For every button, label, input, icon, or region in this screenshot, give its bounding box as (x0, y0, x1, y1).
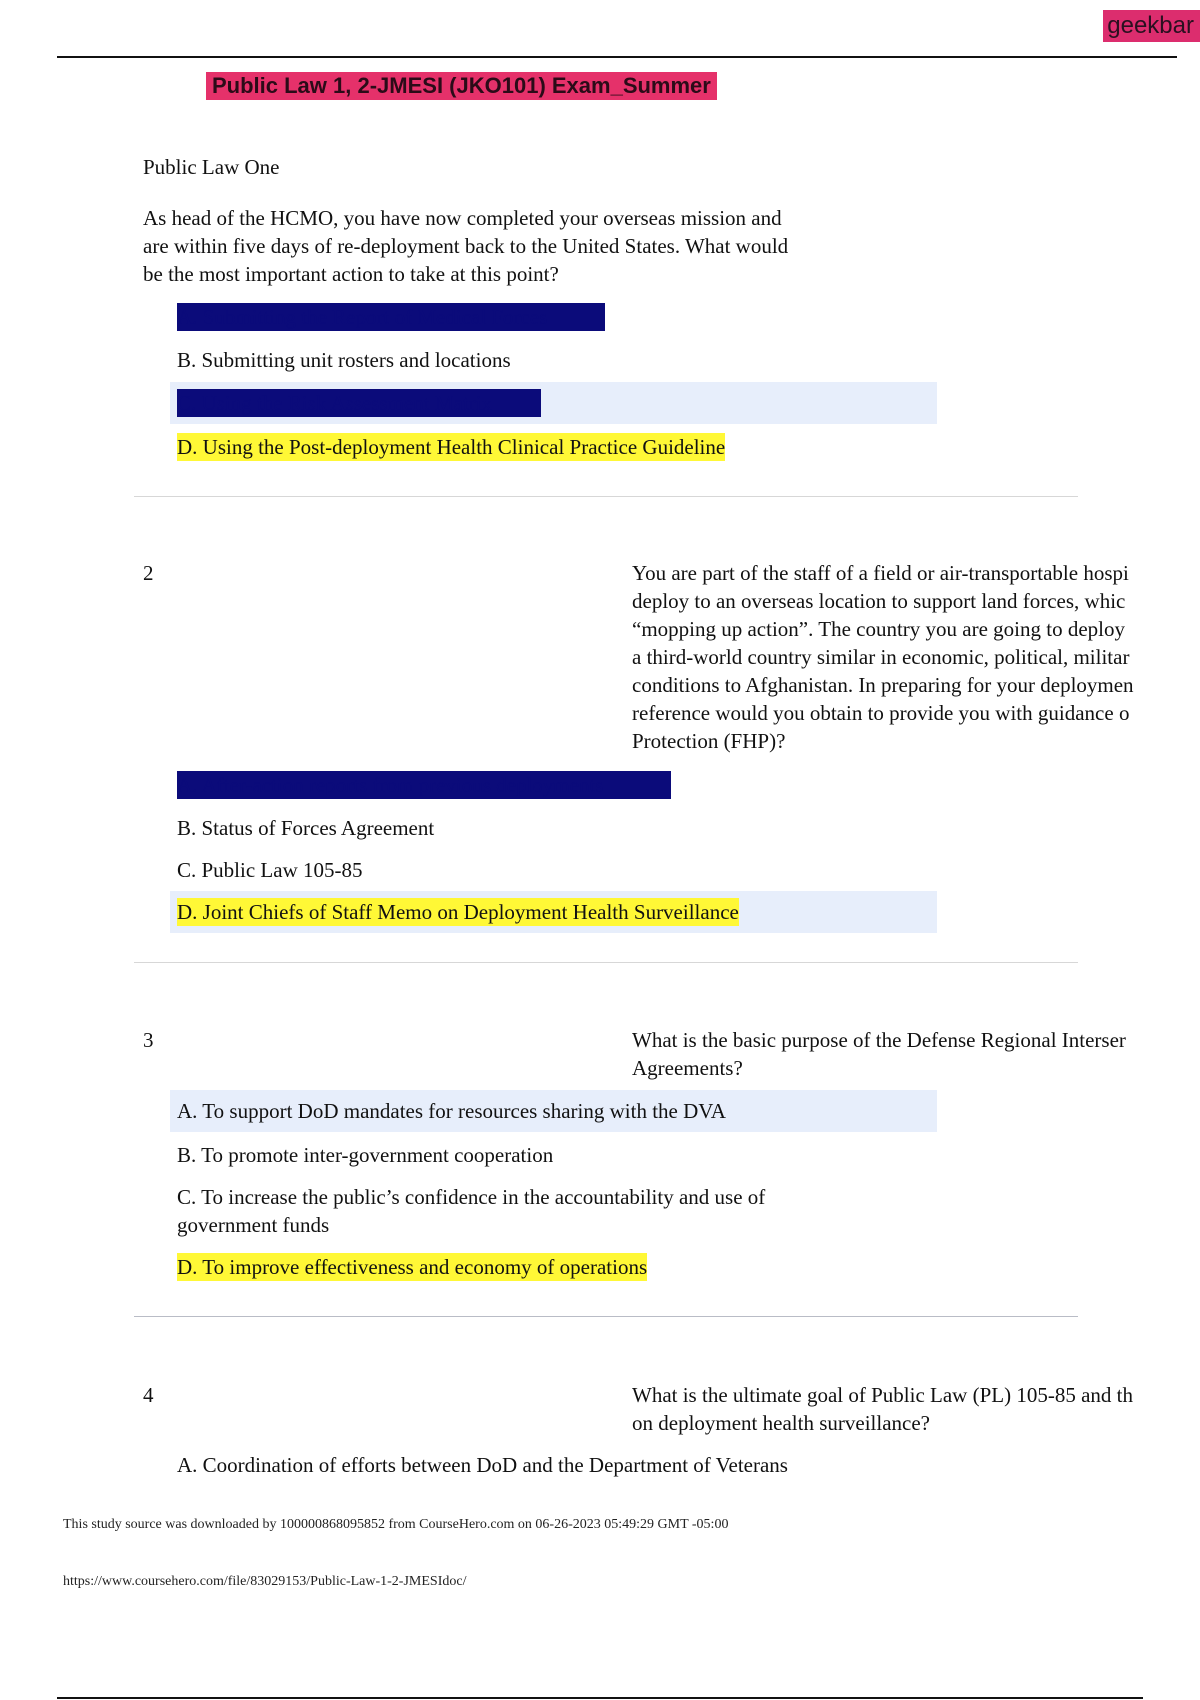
brand-tag: geekbar (1103, 10, 1200, 42)
question-number: 2 (143, 561, 154, 585)
answer-1d-highlighted: D. Using the Post-deployment Health Clinical Practice Guideline (177, 435, 726, 459)
question-separator (134, 1316, 1078, 1317)
question-text-line: You are part of the staff of a field or air-transportable hospi (632, 561, 1129, 585)
question-number: 4 (143, 1383, 154, 1407)
question-2-text (632, 559, 1200, 755)
answer-2d-highlighted: D. Joint Chiefs of Staff Memo on Deployment Health Surveillance (177, 900, 739, 924)
question-number: 3 (143, 1028, 154, 1052)
question-text-line: deploy to an overseas location to support land forces, whic (632, 589, 1126, 613)
header-rule (57, 56, 1177, 58)
answer-line: government funds (177, 1213, 330, 1237)
question-1-text (143, 204, 788, 288)
question-text-line: What is the basic purpose of the Defense Regional Interser (632, 1028, 1126, 1052)
question-text-line: What is the ultimate goal of Public Law (PL) 105-85 and th (632, 1383, 1133, 1407)
question-text-line: on deployment health surveillance? (632, 1411, 930, 1435)
answer-3c (177, 1183, 765, 1239)
question-text-line: Protection (FHP)? (632, 729, 786, 753)
answer-2c: C. Public Law 105-85 (177, 858, 363, 882)
answer-3d-highlighted: D. To improve effectiveness and economy of operations (177, 1255, 648, 1279)
question-text-line: reference would you obtain to provide you with guidance o (632, 701, 1130, 725)
download-note: This study source was downloaded by 100000868095852 from CourseHero.com on 06-26-2023 05:49:29 GMT -05:00 (63, 1517, 729, 1532)
answer-4a: A. Coordination of efforts between DoD and the Department of Veterans (177, 1453, 788, 1477)
answer-3b: B. To promote inter-government cooperation (177, 1143, 554, 1167)
question-4-text (632, 1381, 1200, 1437)
question-text-line: Agreements? (632, 1056, 743, 1080)
question-text-line: conditions to Afghanistan. In preparing for your deploymen (632, 673, 1134, 697)
answer-line: C. To increase the public’s confidence in the accountability and use of (177, 1185, 766, 1209)
answer-1c-redacted: C. Using the Risk Assessment Matrix (177, 389, 541, 417)
answer-2b: B. Status of Forces Agreement (177, 816, 435, 840)
question-text-line: “mopping up action”. The country you are going to deploy (632, 617, 1125, 641)
answer-3a: A. To support DoD mandates for resources sharing with the DVA (177, 1099, 726, 1123)
answer-1b: B. Submitting unit rosters and locations (177, 348, 511, 372)
answer-1a-redacted: A. Submitting the Report of Medical Forces (177, 303, 605, 331)
document-title: Public Law 1, 2-JMESI (JKO101) Exam_Summer (206, 72, 717, 100)
source-url[interactable]: https://www.coursehero.com/file/83029153/Public-Law-1-2-JMESIdoc/ (63, 1574, 467, 1589)
answer-2a-redacted: A. After-action reports from previous deployments (177, 771, 671, 799)
question-separator (134, 496, 1078, 497)
question-text-line: As head of the HCMO, you have now completed your overseas mission and (143, 206, 782, 230)
section-label: Public Law One (143, 155, 280, 179)
question-3-text (632, 1026, 1200, 1082)
question-text-line: a third-world country similar in economic, political, militar (632, 645, 1130, 669)
question-text-line: be the most important action to take at this point? (143, 262, 559, 286)
question-text-line: are within five days of re-deployment back to the United States. What would (143, 234, 789, 258)
question-separator (134, 962, 1078, 963)
footer-rule (57, 1697, 1143, 1699)
